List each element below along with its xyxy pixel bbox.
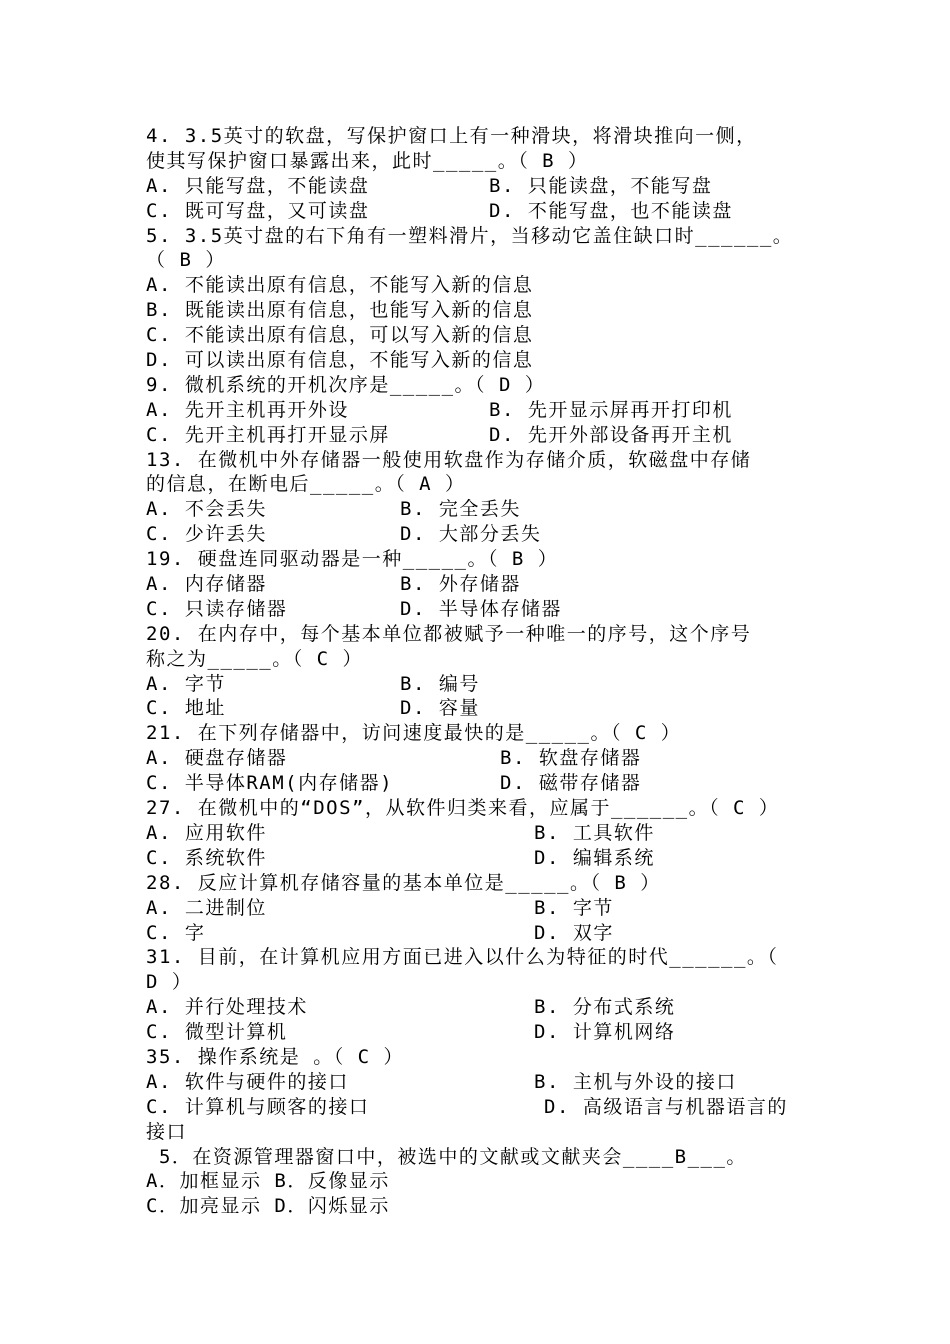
option-text: C. 不能读出原有信息，可以写入新的信息 [146, 324, 534, 347]
option-text: D. 大部分丢失 [400, 523, 542, 546]
option-text: C. 只读存储器 [146, 597, 288, 620]
question-text: 19. 硬盘连同驱动器是一种_____。（ B ） [146, 548, 559, 571]
option-text: D. 双字 [534, 921, 614, 944]
question-text: 31. 目前，在计算机应用方面已进入以什么为特征的时代______。（ [146, 946, 779, 969]
option-text: C. 地址 [146, 697, 226, 720]
option-row [146, 398, 826, 423]
question-text: 13. 在微机中外存储器一般使用软盘作为存储介质，软磁盘中存储 [146, 448, 752, 471]
question-text: 5. 3.5英寸盘的右下角有一塑料滑片，当移动它盖住缺口时______。 [146, 224, 794, 247]
option-text: D. 半导体存储器 [400, 597, 562, 620]
option-text: A. 软件与硬件的接口 [146, 1070, 349, 1093]
option-text-continued: 接口 [146, 1120, 188, 1143]
question-text: D ） [146, 971, 193, 994]
option-row [146, 174, 826, 199]
option-row [146, 846, 826, 871]
option-text: C. 字 [146, 921, 206, 944]
option-text: D. 磁带存储器 [500, 772, 642, 795]
question-text: 20. 在内存中，每个基本单位都被赋予一种唯一的序号，这个序号 [146, 622, 752, 645]
option-row [146, 896, 826, 921]
option-text: A．加框显示 B．反像显示 [146, 1170, 390, 1193]
question-text: 27. 在微机中的“DOS”，从软件归类来看，应属于______。（ C ） [146, 797, 780, 820]
option-text: D. 高级语言与机器语言的 [544, 1095, 788, 1118]
option-text: A. 不能读出原有信息，不能写入新的信息 [146, 274, 534, 297]
question-text: 5．在资源管理器窗口中，被选中的文献或文献夹会____B___。 [146, 1145, 747, 1168]
option-text: A. 并行处理技术 [146, 996, 308, 1019]
option-text: D. 编辑系统 [534, 846, 655, 869]
option-text: B. 编号 [400, 672, 480, 695]
question-block [146, 796, 826, 871]
option-row [146, 672, 826, 697]
option-text: D. 可以读出原有信息，不能写入新的信息 [146, 349, 534, 372]
option-text: B. 完全丢失 [400, 498, 521, 521]
option-text: B. 外存储器 [400, 573, 521, 596]
question-text: 35. 操作系统是 。（ C ） [146, 1045, 405, 1068]
option-text: C. 少许丢失 [146, 523, 267, 546]
option-text: A. 二进制位 [146, 896, 267, 919]
question-text: 4. 3.5英寸的软盘，写保护窗口上有一种滑块，将滑块推向一侧， [146, 125, 757, 147]
question-text: （ B ） [146, 249, 226, 272]
option-row [146, 497, 826, 522]
option-text: C. 系统软件 [146, 846, 267, 869]
option-text: B. 分布式系统 [534, 996, 676, 1019]
question-block [146, 448, 826, 548]
option-text: C. 先开主机再打开显示屏 [146, 423, 390, 446]
question-text: 称之为_____。（ C ） [146, 647, 364, 670]
option-text: C. 既可写盘，又可读盘 [146, 199, 370, 222]
option-text: B. 只能读盘，不能写盘 [489, 174, 713, 197]
question-text: 的信息，在断电后_____。（ A ） [146, 473, 466, 496]
question-text: 28. 反应计算机存储容量的基本单位是_____。（ B ） [146, 871, 661, 894]
option-text: B. 软盘存储器 [500, 747, 642, 770]
question-block [146, 224, 826, 373]
option-text: A. 不会丢失 [146, 498, 267, 521]
option-row [146, 995, 826, 1020]
option-text: D. 不能写盘，也不能读盘 [489, 199, 733, 222]
option-text: A. 应用软件 [146, 821, 267, 844]
question-block [146, 1045, 826, 1145]
option-row [146, 597, 826, 622]
option-text: D. 先开外部设备再开主机 [489, 423, 733, 446]
option-text: B. 字节 [534, 896, 614, 919]
question-block [146, 373, 826, 448]
question-block [146, 547, 826, 622]
option-row [146, 921, 826, 946]
option-text: A. 内存储器 [146, 573, 267, 596]
option-row [146, 1020, 826, 1045]
option-row [146, 1095, 826, 1120]
question-block [146, 945, 826, 1045]
question-text: 9. 微机系统的开机次序是_____。（ D ） [146, 373, 546, 396]
option-row [146, 746, 826, 771]
question-block [146, 871, 826, 946]
option-text: C. 计算机与顾客的接口 [146, 1095, 370, 1118]
question-block [146, 622, 826, 722]
option-row [146, 522, 826, 547]
option-text: B. 先开显示屏再开打印机 [489, 398, 733, 421]
option-text: A. 只能写盘，不能读盘 [146, 174, 370, 197]
question-text: 21. 在下列存储器中，访问速度最快的是_____。（ C ） [146, 722, 682, 745]
option-text: A. 硬盘存储器 [146, 747, 288, 770]
option-text: D. 计算机网络 [534, 1021, 676, 1044]
option-text: B. 既能读出原有信息，也能写入新的信息 [146, 299, 534, 322]
option-text: C. 半导体RAM(内存储器) [146, 772, 394, 795]
option-text: C. 微型计算机 [146, 1021, 288, 1044]
option-text: A. 先开主机再开外设 [146, 398, 349, 421]
option-text: B. 主机与外设的接口 [534, 1070, 737, 1093]
question-list [146, 124, 826, 1219]
option-row [146, 572, 826, 597]
option-text: A. 字节 [146, 672, 226, 695]
option-text: C．加亮显示 D．闪烁显示 [146, 1195, 390, 1218]
option-text: B. 工具软件 [534, 821, 655, 844]
question-block [146, 124, 826, 224]
option-row [146, 696, 826, 721]
question-block [146, 721, 826, 796]
question-text: 使其写保护窗口暴露出来，此时_____。（ B ） [146, 149, 589, 172]
question-block [146, 1145, 826, 1220]
option-row [146, 821, 826, 846]
option-row [146, 771, 826, 796]
option-text: D. 容量 [400, 697, 480, 720]
option-row [146, 199, 826, 224]
option-row [146, 423, 826, 448]
option-row [146, 1070, 826, 1095]
